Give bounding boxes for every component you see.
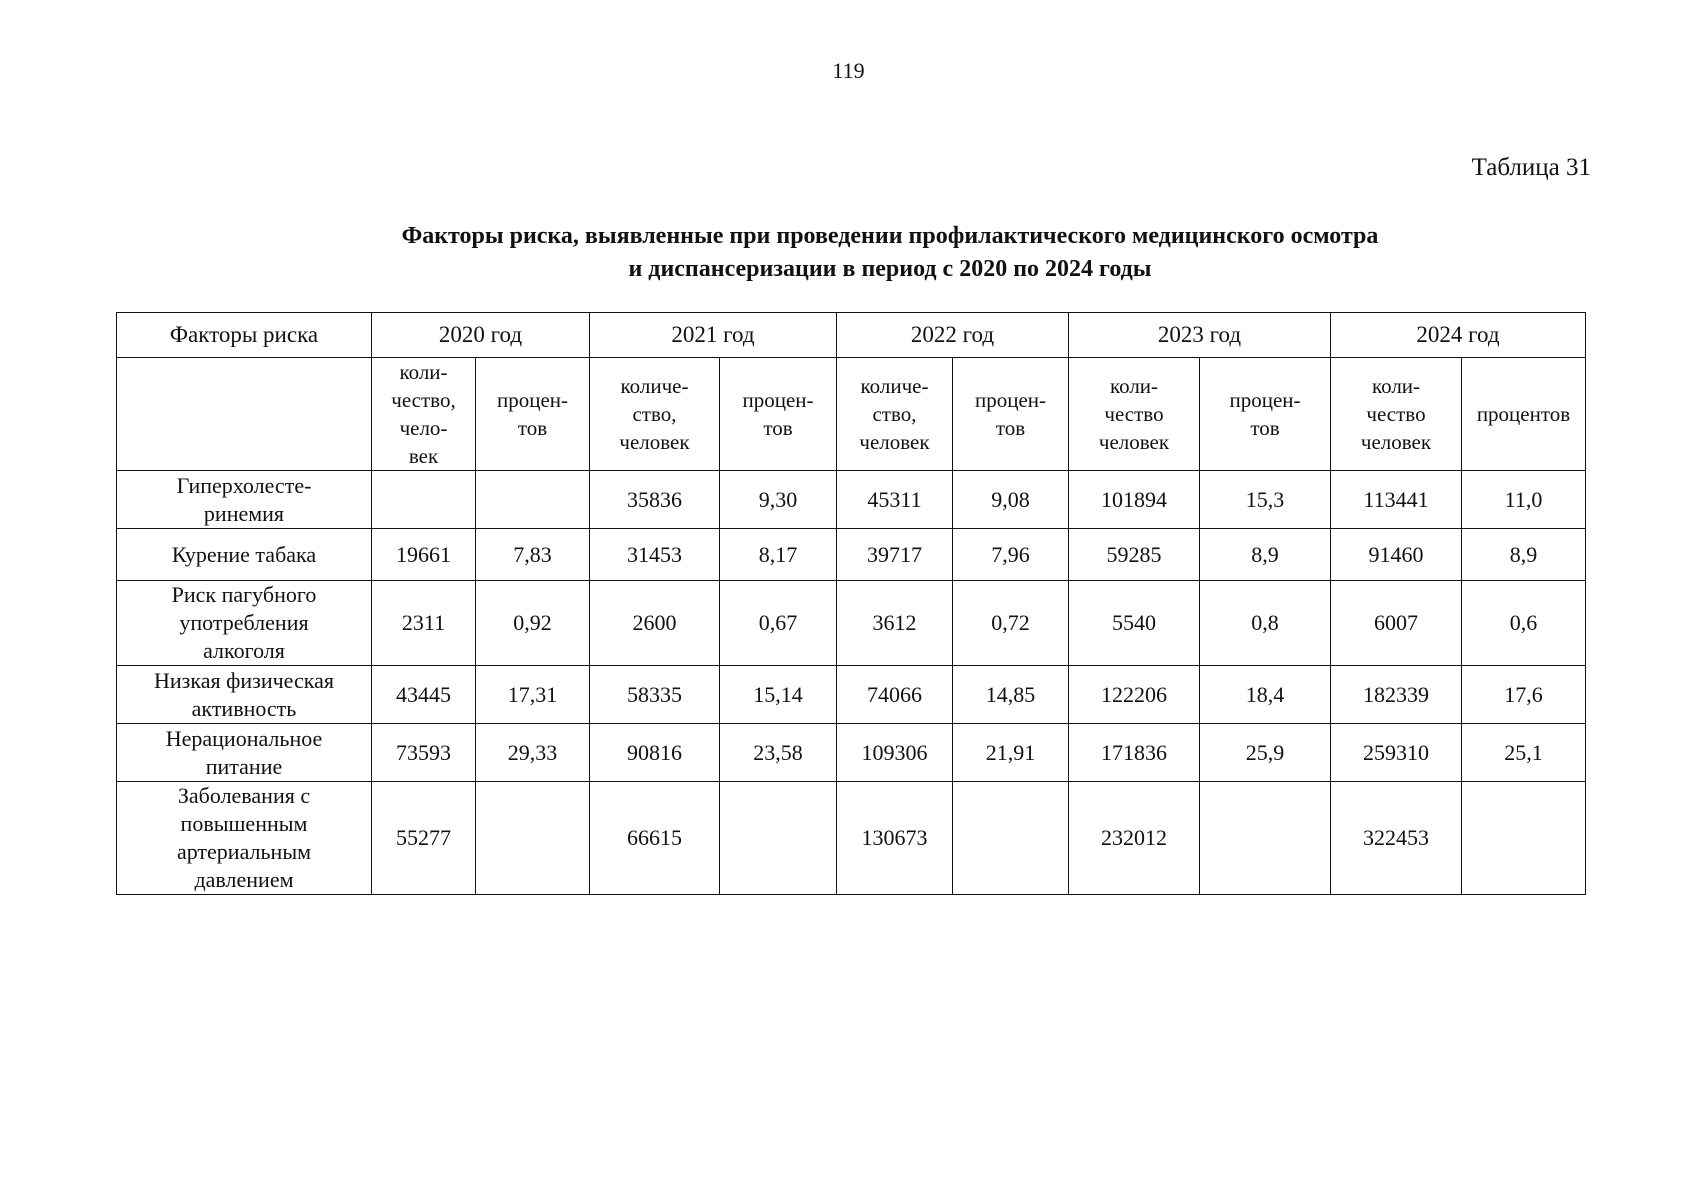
table-body	[117, 471, 1586, 895]
subheader-line: процен-	[974, 388, 1047, 412]
subheader-line: человек	[859, 430, 930, 454]
percent-cell: 23,58	[720, 724, 837, 782]
risk-factor-line: Курение табака	[171, 541, 317, 567]
percent-cell	[1200, 782, 1331, 895]
percent-cell: 25,1	[1462, 724, 1586, 782]
count-cell: 6007	[1331, 581, 1462, 666]
percent-subheader	[1462, 358, 1586, 471]
subheader-line: человек	[1360, 430, 1432, 454]
percent-cell: 17,6	[1462, 666, 1586, 724]
percent-cell	[1462, 782, 1586, 895]
empty-header-cell	[117, 358, 372, 471]
count-cell: 35836	[590, 471, 720, 529]
percent-cell: 9,30	[720, 471, 837, 529]
count-cell: 322453	[1331, 782, 1462, 895]
count-cell: 182339	[1331, 666, 1462, 724]
subheader-line: процен-	[742, 388, 814, 412]
subheader-line: тов	[763, 416, 793, 440]
subheader-line: чество	[1366, 402, 1426, 426]
percent-cell: 0,72	[953, 581, 1069, 666]
count-cell: 45311	[837, 471, 953, 529]
subheader-line: чело-	[399, 416, 448, 440]
subheader-row	[117, 358, 1586, 471]
percent-cell: 11,0	[1462, 471, 1586, 529]
count-cell: 259310	[1331, 724, 1462, 782]
percent-cell	[476, 471, 590, 529]
percent-subheader	[476, 358, 590, 471]
risk-factor-line: ринемия	[203, 500, 285, 526]
count-subheader	[590, 358, 720, 471]
percent-cell: 8,17	[720, 529, 837, 581]
percent-cell	[953, 782, 1069, 895]
subheader-line: тов	[1250, 416, 1280, 440]
percent-cell: 8,9	[1200, 529, 1331, 581]
count-subheader	[837, 358, 953, 471]
count-cell: 66615	[590, 782, 720, 895]
risk-factor-line: повышенным	[180, 811, 308, 836]
percent-cell	[476, 782, 590, 895]
risk-factor-line: активность	[191, 695, 297, 721]
subheader-line: ство,	[872, 402, 917, 426]
subheader-line: коли-	[1109, 374, 1159, 398]
risk-factor-cell	[117, 471, 372, 529]
percent-cell: 25,9	[1200, 724, 1331, 782]
subheader-line: количе-	[860, 374, 929, 398]
count-cell: 74066	[837, 666, 953, 724]
count-subheader	[1069, 358, 1200, 471]
risk-factor-line: давлением	[194, 867, 294, 892]
count-cell: 122206	[1069, 666, 1200, 724]
title-line-1: Факторы риска, выявленные при проведении профилактического медицинского осмотра	[401, 223, 1379, 249]
percent-cell: 15,3	[1200, 471, 1331, 529]
table-label: Таблица 31	[1471, 154, 1591, 181]
subheader-line: ство,	[632, 402, 677, 426]
risk-factor-cell	[117, 782, 372, 895]
percent-cell: 14,85	[953, 666, 1069, 724]
year-header: 2020 год	[372, 313, 590, 358]
table-row	[117, 471, 1586, 529]
risk-factor-line: Гиперхолесте-	[176, 472, 312, 498]
percent-cell	[720, 782, 837, 895]
percent-cell: 21,91	[953, 724, 1069, 782]
count-cell: 31453	[590, 529, 720, 581]
risk-factor-line: употребления	[179, 610, 309, 635]
year-header-row	[117, 313, 1586, 358]
count-cell: 171836	[1069, 724, 1200, 782]
year-header: 2024 год	[1331, 313, 1586, 358]
title-line-2: и диспансеризации в период с 2020 по 2024 годы	[628, 256, 1152, 282]
year-header: 2022 год	[837, 313, 1069, 358]
count-cell: 59285	[1069, 529, 1200, 581]
document-title	[300, 220, 1480, 286]
risk-factor-line: Нерациональное	[165, 725, 323, 751]
percent-cell: 15,14	[720, 666, 837, 724]
percent-subheader	[1200, 358, 1331, 471]
percent-cell: 0,8	[1200, 581, 1331, 666]
count-cell: 232012	[1069, 782, 1200, 895]
subheader-line: человек	[1098, 430, 1170, 454]
percent-subheader	[953, 358, 1069, 471]
subheader-line: процен-	[1229, 388, 1301, 412]
table-row	[117, 666, 1586, 724]
percent-cell: 7,96	[953, 529, 1069, 581]
percent-cell: 17,31	[476, 666, 590, 724]
percent-cell: 7,83	[476, 529, 590, 581]
table-row	[117, 529, 1586, 581]
page-number: 119	[832, 58, 865, 83]
risk-factor-line: алкоголя	[203, 638, 285, 663]
count-cell: 91460	[1331, 529, 1462, 581]
subheader-line: тов	[517, 416, 548, 440]
subheader-line: коли-	[1371, 374, 1421, 398]
subheader-line: век	[408, 444, 439, 468]
year-header: 2023 год	[1069, 313, 1331, 358]
count-cell: 73593	[372, 724, 476, 782]
risk-factor-cell	[117, 724, 372, 782]
subheader-line: человек	[619, 430, 690, 454]
subheader-line: количе-	[620, 374, 689, 398]
risk-factor-line: питание	[205, 753, 283, 779]
risk-factor-cell	[117, 529, 372, 581]
table-row	[117, 581, 1586, 666]
count-cell: 101894	[1069, 471, 1200, 529]
subheader-line: коли-	[399, 360, 448, 384]
count-cell: 5540	[1069, 581, 1200, 666]
risk-factor-line: Заболевания с	[177, 783, 311, 808]
count-cell: 2311	[372, 581, 476, 666]
count-cell: 19661	[372, 529, 476, 581]
count-cell: 90816	[590, 724, 720, 782]
subheader-line: процен-	[496, 388, 569, 412]
count-cell: 109306	[837, 724, 953, 782]
count-cell: 2600	[590, 581, 720, 666]
count-cell	[372, 471, 476, 529]
count-cell: 3612	[837, 581, 953, 666]
count-subheader	[1331, 358, 1462, 471]
risk-factor-line: Низкая физическая	[154, 667, 334, 693]
risk-factor-line: артериальным	[176, 839, 312, 864]
risk-factor-cell	[117, 581, 372, 666]
count-cell: 43445	[372, 666, 476, 724]
risk-factor-cell	[117, 666, 372, 724]
percent-cell: 29,33	[476, 724, 590, 782]
count-cell: 58335	[590, 666, 720, 724]
percent-cell: 0,6	[1462, 581, 1586, 666]
count-cell: 130673	[837, 782, 953, 895]
percent-cell: 18,4	[1200, 666, 1331, 724]
count-cell: 55277	[372, 782, 476, 895]
percent-cell: 8,9	[1462, 529, 1586, 581]
count-subheader	[372, 358, 476, 471]
subheader-line: чество,	[391, 388, 456, 412]
count-cell: 39717	[837, 529, 953, 581]
risk-factor-line: Риск пагубного	[171, 582, 317, 607]
subheader-line: процентов	[1476, 402, 1571, 426]
factor-column-header: Факторы риска	[117, 313, 372, 358]
percent-cell: 0,92	[476, 581, 590, 666]
risk-factors-table	[116, 312, 1586, 895]
table-row	[117, 724, 1586, 782]
percent-cell: 0,67	[720, 581, 837, 666]
subheader-line: тов	[995, 416, 1026, 440]
percent-cell: 9,08	[953, 471, 1069, 529]
percent-subheader	[720, 358, 837, 471]
subheader-line: чество	[1104, 402, 1164, 426]
year-header: 2021 год	[590, 313, 837, 358]
count-cell: 113441	[1331, 471, 1462, 529]
table-row	[117, 782, 1586, 895]
